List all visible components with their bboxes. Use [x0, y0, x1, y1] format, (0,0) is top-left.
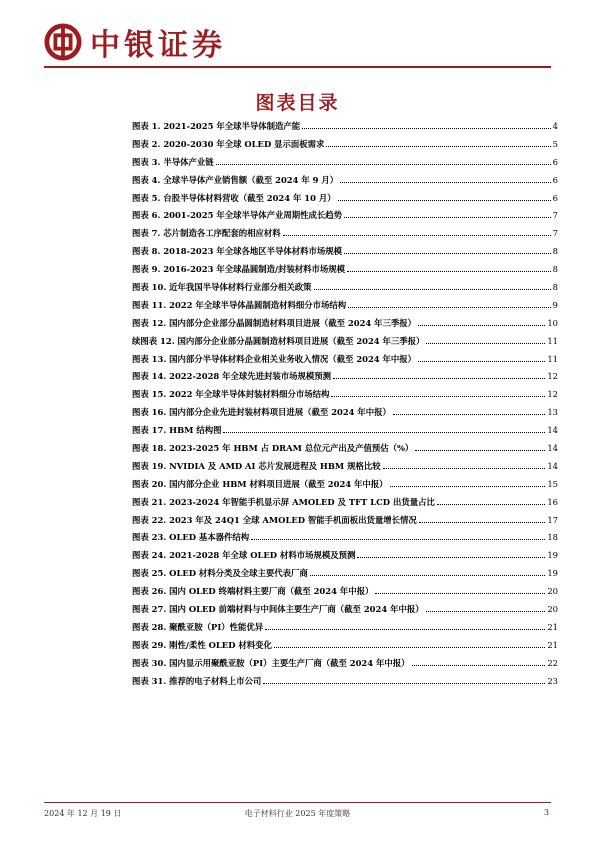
toc-entry-page: 12	[547, 371, 558, 382]
toc-entry[interactable]	[132, 138, 558, 156]
toc-leader-dots	[310, 575, 546, 576]
toc-entry-label: 图表 2. 2020-2030 年全球 OLED 显示面板需求	[132, 138, 325, 149]
toc-entry-page: 20	[547, 586, 558, 597]
toc-leader-dots	[426, 343, 545, 344]
toc-entry-label: 图表 11. 2022 年全球半导体晶圆制造材料细分市场结构	[132, 299, 347, 310]
toc-leader-dots	[326, 146, 550, 147]
toc-entry-label: 图表 17. HBM 结构图	[132, 425, 222, 436]
toc-entry-page: 7	[552, 228, 558, 239]
toc-entry-label: 图表 10. 近年我国半导体材料行业部分相关政策	[132, 282, 312, 293]
toc-entry[interactable]	[132, 460, 558, 478]
brand-name: 中银证券	[90, 28, 226, 63]
toc-entry[interactable]	[132, 603, 558, 621]
toc-leader-dots	[216, 164, 551, 165]
toc-entry-page: 15	[547, 478, 558, 489]
toc-entry-label: 图表 8. 2018-2023 年全球各地区半导体材料市场规模	[132, 246, 342, 257]
toc-entry[interactable]	[132, 514, 558, 532]
toc-entry[interactable]	[132, 353, 558, 371]
toc-entry[interactable]	[132, 496, 558, 514]
toc-leader-dots	[333, 378, 545, 379]
toc-entry-page: 11	[547, 335, 558, 346]
toc-entry-page: 6	[552, 174, 558, 185]
toc-entry-page: 9	[552, 299, 558, 310]
page-number: 3	[543, 808, 549, 817]
toc-entry-label: 图表 12. 国内部分企业部分晶圆制造材料项目进展（截至 2024 年三季报）	[132, 317, 417, 328]
toc-entry-label: 图表 18. 2023-2025 年 HBM 占 DRAM 总位元产出及产值预估（%）	[132, 443, 414, 454]
toc-entry-page: 11	[547, 353, 558, 364]
toc-entry-label: 图表 22. 2023 年及 24Q1 全球 AMOLED 智能手机面板出货量增长情况	[132, 514, 417, 525]
header-divider	[44, 66, 551, 68]
toc-leader-dots	[415, 450, 545, 451]
toc-entry-page: 14	[547, 460, 558, 471]
toc-entry[interactable]	[132, 549, 558, 567]
toc-leader-dots	[251, 539, 545, 540]
toc-entry-label: 图表 29. 刚性/柔性 OLED 材料变化	[132, 639, 272, 650]
toc-entry-page: 5	[552, 138, 558, 149]
toc-entry-label: 图表 31. 推荐的电子材料上市公司	[132, 675, 262, 686]
toc-entry[interactable]	[132, 388, 558, 406]
toc-leader-dots	[393, 414, 545, 415]
toc-entry[interactable]	[132, 442, 558, 460]
toc-entry[interactable]	[132, 567, 558, 585]
table-of-figures	[132, 120, 558, 693]
toc-leader-dots	[390, 486, 546, 487]
toc-entry-label: 图表 21. 2023-2024 年智能手机显示屏 AMOLED 及 TFT LCD 出货量占比	[132, 496, 435, 507]
toc-entry-label: 图表 15. 2022 年全球半导体封装材料细分市场结构	[132, 389, 330, 400]
toc-entry[interactable]	[132, 299, 558, 317]
toc-entry-label: 图表 9. 2016-2023 年全球晶圆制造/封装材料市场规模	[132, 264, 346, 275]
toc-leader-dots	[412, 665, 546, 666]
page-header	[44, 20, 226, 64]
toc-entry[interactable]	[132, 585, 558, 603]
toc-leader-dots	[357, 557, 545, 558]
toc-entry-label: 图表 5. 台股半导体材料营收（截至 2024 年 10 月）	[132, 192, 336, 203]
toc-entry-page: 19	[547, 568, 558, 579]
toc-leader-dots	[348, 307, 551, 308]
toc-leader-dots	[418, 361, 545, 362]
toc-entry-page: 8	[552, 264, 558, 275]
toc-entry-label: 图表 26. 国内 OLED 终端材料主要厂商（截至 2024 年中报）	[132, 586, 374, 597]
toc-entry-page: 7	[552, 210, 558, 221]
toc-entry-page: 14	[547, 425, 558, 436]
toc-entry-page: 19	[547, 550, 558, 561]
toc-leader-dots	[375, 593, 545, 594]
toc-entry-page: 17	[547, 514, 558, 525]
toc-leader-dots	[344, 253, 551, 254]
toc-entry[interactable]	[132, 317, 558, 335]
toc-entry-label: 图表 1. 2021-2025 年全球半导体制造产能	[132, 121, 301, 131]
toc-leader-dots	[223, 432, 545, 433]
toc-leader-dots	[274, 647, 545, 648]
toc-entry-page: 8	[552, 282, 558, 293]
toc-entry-label: 图表 14. 2022-2028 年全球先进封装市场规模预测	[132, 371, 332, 382]
toc-leader-dots	[437, 504, 546, 505]
toc-entry-label: 图表 27. 国内 OLED 前端材料与中间体主要生产厂商（截至 2024 年中报）	[132, 604, 424, 615]
toc-entry-label: 图表 3. 半导体产业链	[132, 156, 214, 167]
toc-leader-dots	[418, 325, 545, 326]
toc-entry[interactable]	[132, 657, 558, 675]
toc-leader-dots	[419, 522, 546, 523]
toc-leader-dots	[265, 629, 545, 630]
toc-entry[interactable]	[132, 335, 558, 353]
toc-entry-page: 6	[552, 192, 558, 203]
toc-entry-page: 10	[547, 317, 558, 328]
toc-leader-dots	[340, 182, 551, 183]
toc-entry-label: 图表 19. NVIDIA 及 AMD AI 芯片发展进程及 HBM 规格比较	[132, 460, 381, 471]
toc-entry-label: 图表 20. 国内部分企业 HBM 材料项目进展（截至 2024 年中报）	[132, 478, 388, 489]
toc-leader-dots	[331, 396, 545, 397]
toc-entry-page: 20	[547, 604, 558, 615]
toc-entry-label: 图表 25. OLED 材料分类及全球主要代表厂商	[132, 568, 308, 579]
toc-entry-page: 18	[547, 532, 558, 543]
footer-divider	[44, 802, 551, 803]
toc-entry-label: 图表 28. 聚酰亚胺（PI）性能优异	[132, 621, 264, 632]
toc-entry-page: 6	[552, 156, 558, 167]
toc-entry[interactable]	[132, 120, 558, 138]
toc-entry-page: 8	[552, 246, 558, 257]
toc-entry-page: 14	[547, 443, 558, 454]
toc-leader-dots	[338, 200, 551, 201]
toc-entry-label: 图表 23. OLED 基本器件结构	[132, 532, 250, 543]
page-title: 图表目录	[255, 92, 340, 114]
bank-of-china-logo-icon	[44, 23, 82, 61]
toc-entry-label: 图表 13. 国内部分半导体材料企业相关业务收入情况（截至 2024 年中报）	[132, 353, 417, 364]
report-title: 电子材料行业 2025 年度策略	[244, 809, 351, 818]
toc-entry-page: 4	[552, 121, 558, 131]
toc-entry[interactable]	[132, 281, 558, 299]
toc-entry-label: 图表 7. 芯片制造各工序配套的相应材料	[132, 228, 281, 239]
toc-entry[interactable]	[132, 209, 558, 227]
toc-entry[interactable]	[132, 639, 558, 657]
toc-leader-dots	[302, 128, 551, 129]
toc-entry[interactable]	[132, 156, 558, 174]
toc-entry-label: 续图表 12. 国内部分企业部分晶圆制造材料项目进展（截至 2024 年三季报）	[132, 335, 425, 346]
report-date: 2024 年 12 月 19 日	[44, 809, 122, 818]
toc-leader-dots	[314, 289, 551, 290]
toc-entry-label: 图表 4. 全球半导体产业销售额（截至 2024 年 9 月）	[132, 174, 339, 185]
toc-entry-label: 图表 6. 2001-2025 年全球半导体产业周期性成长趋势	[132, 210, 342, 221]
toc-leader-dots	[263, 683, 545, 684]
toc-entry[interactable]	[132, 531, 558, 549]
toc-entry[interactable]	[132, 406, 558, 424]
toc-entry[interactable]	[132, 245, 558, 263]
toc-leader-dots	[383, 468, 546, 469]
toc-leader-dots	[347, 271, 551, 272]
toc-entry-page: 21	[547, 621, 558, 632]
toc-entry-label: 图表 30. 国内显示用聚酰亚胺（PI）主要生产厂商（截至 2024 年中报）	[132, 657, 410, 668]
toc-entry-label: 图表 24. 2021-2028 年全球 OLED 材料市场规模及预测	[132, 550, 356, 561]
toc-entry-page: 23	[547, 675, 558, 686]
toc-leader-dots	[426, 611, 546, 612]
toc-leader-dots	[283, 235, 551, 236]
toc-entry[interactable]	[132, 478, 558, 496]
toc-entry[interactable]	[132, 227, 558, 245]
toc-entry-page: 22	[547, 657, 558, 668]
toc-entry[interactable]	[132, 370, 558, 388]
toc-entry[interactable]	[132, 263, 558, 281]
toc-entry[interactable]	[132, 675, 558, 693]
toc-leader-dots	[344, 217, 551, 218]
toc-entry-page: 12	[547, 389, 558, 400]
toc-entry-page: 16	[547, 496, 558, 507]
toc-entry[interactable]	[132, 174, 558, 192]
toc-entry[interactable]	[132, 424, 558, 442]
toc-entry-page: 13	[547, 407, 558, 418]
toc-entry-label: 图表 16. 国内部分企业先进封装材料项目进展（截至 2024 年中报）	[132, 407, 391, 418]
toc-entry-page: 21	[547, 639, 558, 650]
toc-entry[interactable]	[132, 621, 558, 639]
toc-entry[interactable]	[132, 192, 558, 210]
